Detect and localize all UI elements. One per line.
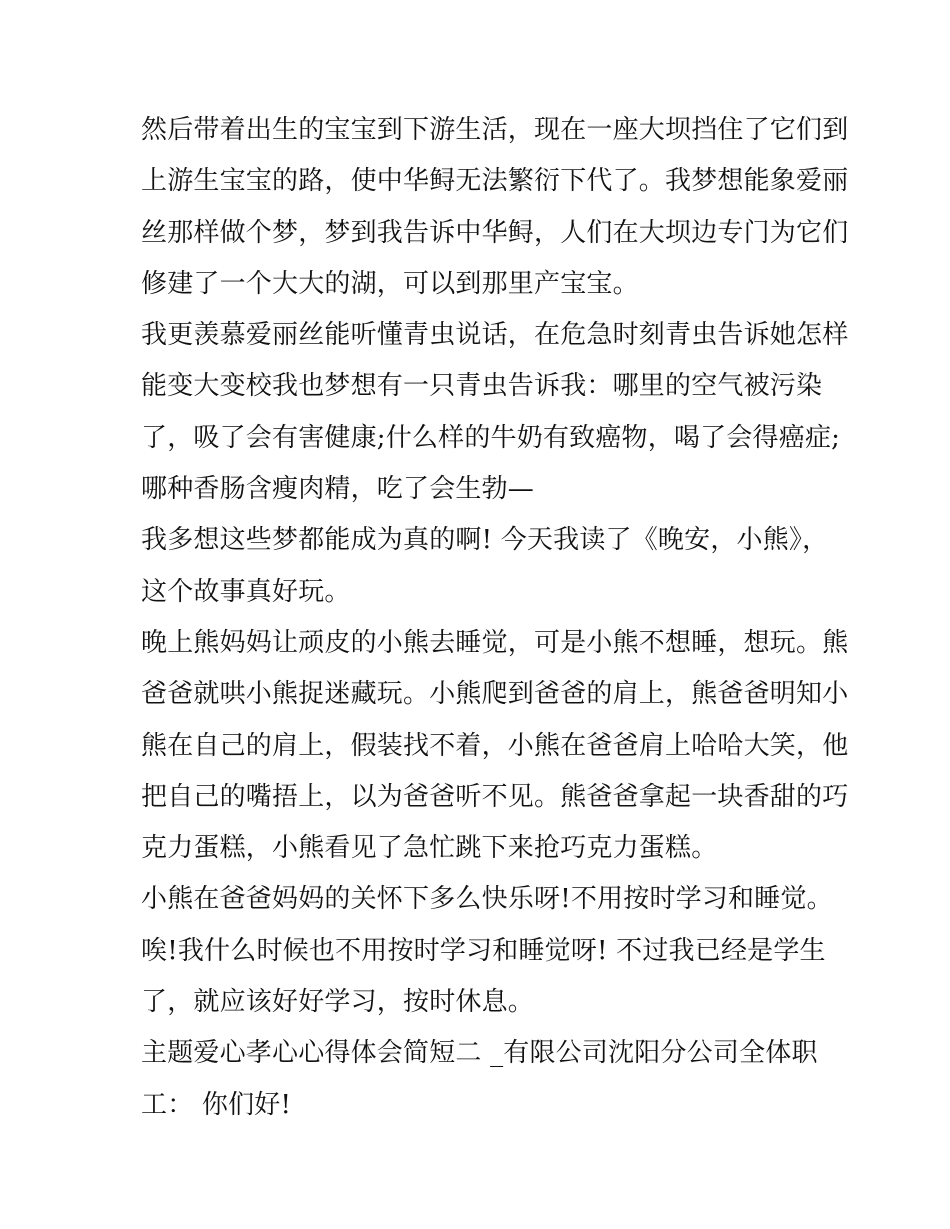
document-body: [141, 105, 849, 1131]
text-line: 丝那样做个梦，梦到我告诉中华鲟，人们在大坝边专门为它们: [141, 217, 849, 248]
text-line: 修建了一个大大的湖，可以到那里产宝宝。: [141, 268, 639, 299]
text-line: 唉!我什么时候也不用按时学习和睡觉呀! 不过我已经是学生: [141, 935, 826, 966]
text-line: 熊在自己的肩上，假装找不着，小熊在爸爸肩上哈哈大笑，他: [141, 730, 849, 761]
text-line: 晚上熊妈妈让顽皮的小熊去睡觉，可是小熊不想睡，想玩。熊: [141, 627, 849, 658]
text-line: 工： 你们好!: [141, 1089, 292, 1120]
text-line: 我多想这些梦都能成为真的啊! 今天我读了《晚安，小熊》，: [141, 525, 829, 556]
text-line: 上游生宝宝的路，使中华鲟无法繁衍下代了。我梦想能象爱丽: [141, 166, 849, 197]
text-line: 哪种香肠含瘦肉精，吃了会生勃—: [141, 474, 535, 505]
text-line: 了，就应该好好学习，按时休息。: [141, 987, 535, 1018]
text-line: 小熊在爸爸妈妈的关怀下多么快乐呀!不用按时学习和睡觉。: [141, 884, 833, 915]
text-line: 这个故事真好玩。: [141, 576, 351, 607]
text-line: 了，吸了会有害健康;什么样的牛奶有致癌物，喝了会得癌症;: [141, 422, 841, 453]
text-line: 主题爱心孝心心得体会简短二 _有限公司沈阳分公司全体职: [141, 1038, 818, 1069]
text-line: 把自己的嘴捂上，以为爸爸听不见。熊爸爸拿起一块香甜的巧: [141, 781, 849, 812]
text-line: 克力蛋糕，小熊看见了急忙跳下来抢巧克力蛋糕。: [141, 833, 718, 864]
text-line: 我更羡慕爱丽丝能听懂青虫说话，在危急时刻青虫告诉她怎样: [141, 320, 849, 351]
text-line: 爸爸就哄小熊捉迷藏玩。小熊爬到爸爸的肩上，熊爸爸明知小: [141, 679, 849, 710]
text-line: 然后带着出生的宝宝到下游生活，现在一座大坝挡住了它们到: [141, 115, 849, 145]
text-line: 能变大变校我也梦想有一只青虫告诉我：哪里的空气被污染: [141, 371, 823, 402]
